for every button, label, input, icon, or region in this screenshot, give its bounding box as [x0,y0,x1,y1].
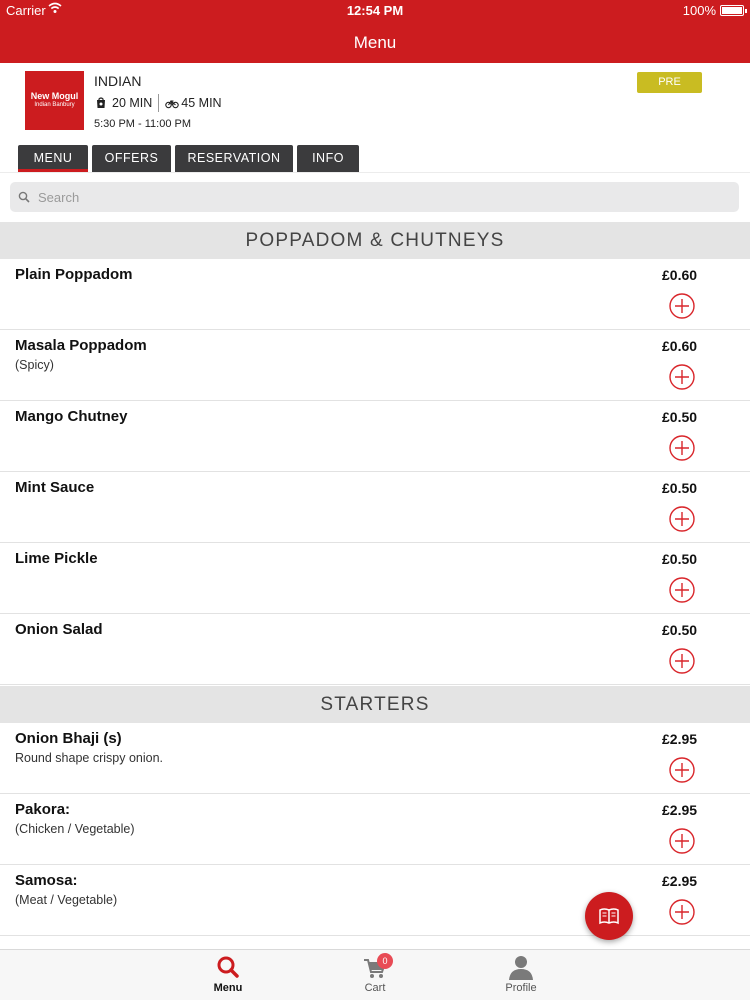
restaurant-logo [25,71,84,130]
item-name: Lime Pickle [15,550,98,567]
logo-subtitle: Indian Banbury [34,102,75,108]
item-description: (Chicken / Vegetable) [15,822,135,836]
collection-bag-icon [94,96,108,110]
status-time: 12:54 PM [346,3,404,18]
item-name: Plain Poppadom [15,266,133,283]
cuisine-label: INDIAN [94,73,142,89]
menu-item[interactable] [0,330,750,401]
menu-item[interactable] [0,865,750,936]
add-item-icon[interactable] [669,293,695,319]
item-name: Onion Salad [15,621,103,638]
delivery-times [94,94,222,112]
item-description: (Meat / Vegetable) [15,893,118,907]
status-bar [0,0,750,22]
search-icon [18,191,30,203]
tab-menu[interactable]: MENU [18,145,88,172]
menu-item[interactable] [0,472,750,543]
add-item-icon[interactable] [669,506,695,532]
add-item-icon[interactable] [669,648,695,674]
tab-reservation[interactable]: RESERVATION [175,145,293,172]
search-input[interactable] [38,182,728,212]
tabbar-label: Profile [505,982,537,994]
search-icon [214,953,242,981]
search-field [10,182,739,212]
cart-badge: 0 [377,953,393,969]
carrier-label: Carrier [6,3,46,18]
add-item-icon[interactable] [669,364,695,390]
item-name: Mint Sauce [15,479,95,496]
open-book-icon [598,905,620,927]
bicycle-icon [165,96,179,110]
tab-offers[interactable]: OFFERS [92,145,171,172]
item-name: Masala Poppadom [15,337,147,354]
add-item-icon[interactable] [669,435,695,461]
item-price: £0.50 [662,622,698,638]
restaurant-tabs [18,145,363,172]
menu-item[interactable] [0,259,750,330]
item-name: Samosa: [15,872,78,889]
item-description: (Spicy) [15,358,54,372]
section-header: POPPADOM & CHUTNEYS [0,222,750,259]
delivery-time: 45 MIN [181,96,222,110]
nav-title: Menu [353,33,397,52]
battery-icon [720,5,744,16]
item-name: Onion Bhaji (s) [15,730,122,747]
menu-item[interactable] [0,723,750,794]
times-divider [158,94,159,112]
battery-percent: 100% [682,3,716,18]
collection-time: 20 MIN [112,96,153,110]
item-price: £0.50 [662,480,698,496]
item-price: £0.60 [662,338,698,354]
tabbar-item-menu[interactable] [188,953,268,994]
floating-menu-button[interactable] [585,892,633,940]
profile-icon [507,953,535,981]
search-bar [0,174,750,222]
add-item-icon[interactable] [669,577,695,603]
menu-item[interactable] [0,794,750,865]
item-price: £2.95 [662,802,698,818]
item-name: Mango Chutney [15,408,128,425]
item-price: £0.50 [662,551,698,567]
item-description: Round shape crispy onion. [15,751,164,765]
add-item-icon[interactable] [669,757,695,783]
tabbar-label: Cart [364,982,386,994]
tab-info[interactable]: INFO [297,145,359,172]
opening-hours: 5:30 PM - 11:00 PM [94,118,192,130]
tabbar-label: Menu [213,982,243,994]
item-price: £2.95 [662,873,698,889]
add-item-icon[interactable] [669,899,695,925]
section-header: STARTERS [0,686,750,723]
tabbar-item-cart[interactable] [335,953,415,994]
item-name: Pakora: [15,801,71,818]
item-price: £2.95 [662,731,698,747]
tabbar-item-profile[interactable] [481,953,561,994]
item-price: £0.50 [662,409,698,425]
item-price: £0.60 [662,267,698,283]
add-item-icon[interactable] [669,828,695,854]
nav-bar [0,22,750,63]
menu-item[interactable] [0,401,750,472]
menu-item[interactable] [0,543,750,614]
menu-item[interactable] [0,614,750,685]
logo-name: New Mogul [30,91,79,101]
preorder-button[interactable]: PRE ORDER [637,72,702,93]
bottom-tab-bar [0,949,750,1000]
restaurant-header [0,63,750,173]
